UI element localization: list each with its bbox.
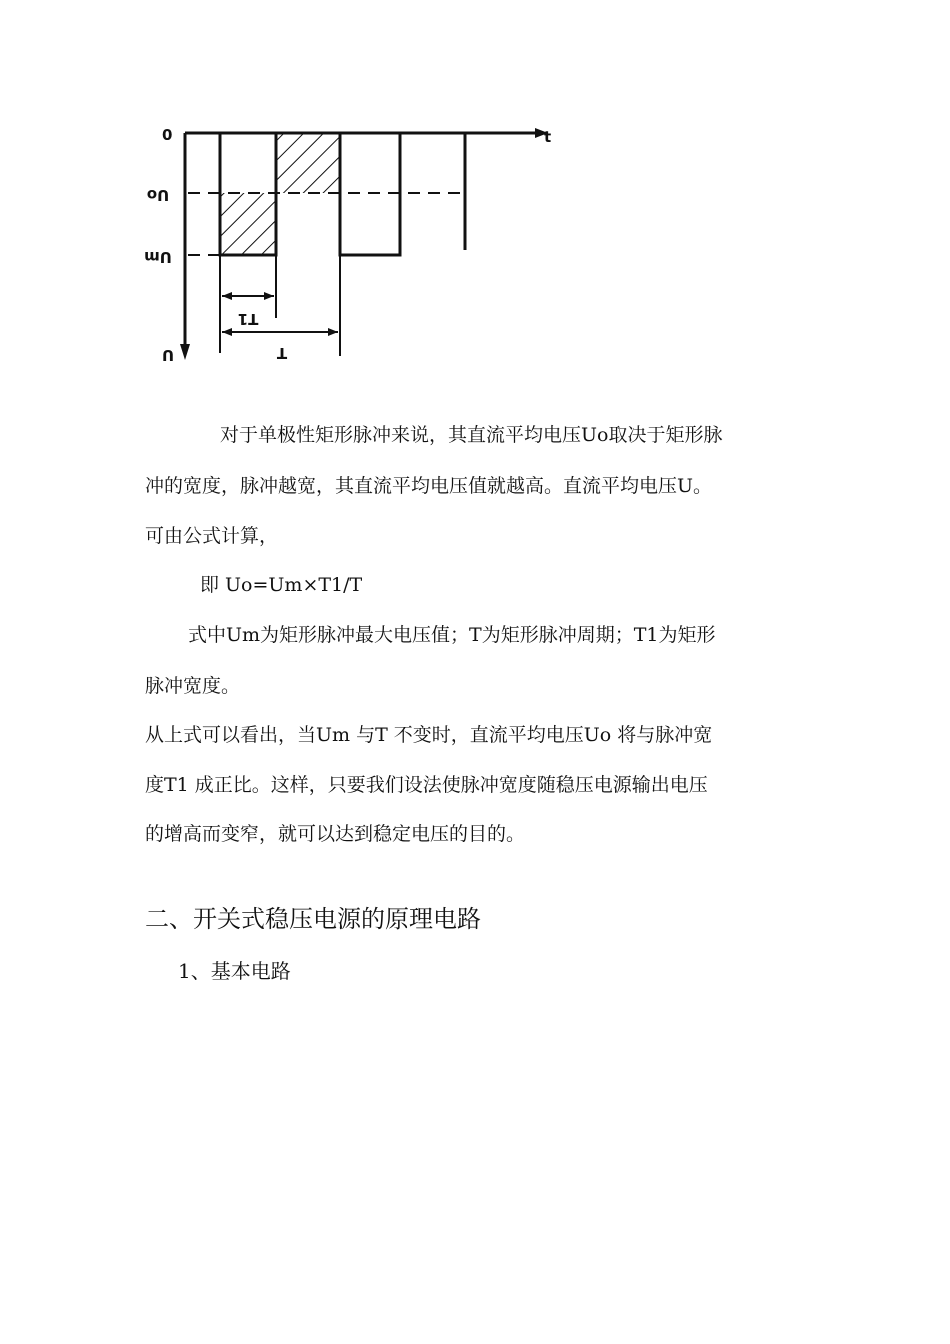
paragraph1-line2: 冲的宽度，脉冲越宽，其直流平均电压值就越高。直流平均电压U。: [145, 475, 713, 497]
t1-arrow-left: [222, 292, 232, 300]
paragraph1-line1: 对于单极性矩形脉冲来说，其直流平均电压Uo取决于矩形脉: [220, 424, 723, 446]
t-arrow-left: [222, 328, 232, 336]
paragraph2-line2: 脉冲宽度。: [145, 675, 241, 697]
section-heading: 二、开关式稳压电源的原理电路: [145, 905, 481, 933]
hatch-area-upper: [276, 133, 340, 193]
paragraph2-line1: 式中Um为矩形脉冲最大电压值；T为矩形脉冲周期；T1为矩形: [188, 624, 716, 646]
label-u-axis: U: [161, 346, 175, 364]
label-zero: 0: [162, 126, 173, 144]
paragraph1-line3: 可由公式计算，: [145, 525, 279, 547]
label-um: Um: [144, 248, 172, 266]
pulse-waveform-diagram: [140, 118, 580, 378]
hatch-area-lower: [220, 193, 276, 255]
formula-line: 即 Uo=Um×T1/T: [200, 574, 363, 596]
paragraph3-line1: 从上式可以看出，当Um 与T 不变时，直流平均电压Uo 将与脉冲宽: [145, 724, 713, 746]
label-t: T: [276, 344, 288, 362]
label-t1: T1: [237, 310, 259, 328]
subsection-heading: 1、基本电路: [178, 959, 291, 983]
voltage-axis-arrow: [180, 344, 190, 360]
label-uo: Uo: [146, 186, 170, 204]
paragraph3-line3: 的增高而变窄，就可以达到稳定电压的目的。: [145, 823, 526, 845]
pulse-waveform-figure: [140, 118, 580, 378]
t1-arrow-right: [264, 292, 274, 300]
label-t-axis: t: [544, 128, 552, 146]
t-arrow-right: [328, 328, 338, 336]
paragraph3-line2: 度T1 成正比。这样，只要我们设法使脉冲宽度随稳压电源输出电压: [145, 774, 708, 796]
